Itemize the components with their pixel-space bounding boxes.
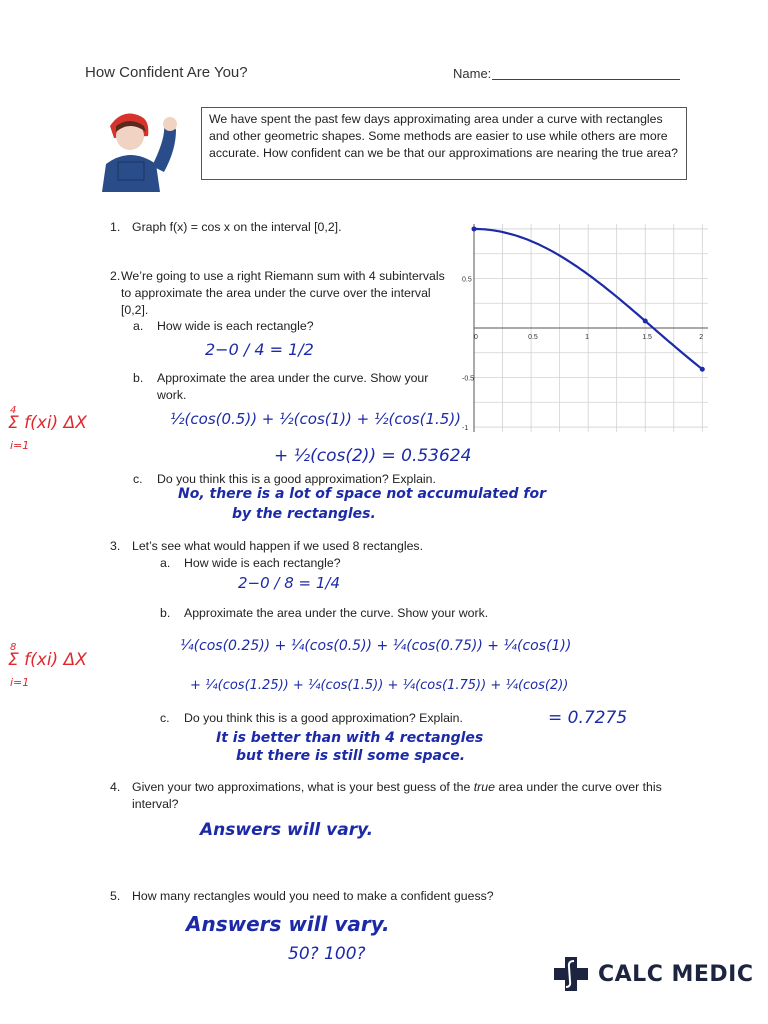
q3b-result: = 0.7275 (548, 708, 628, 728)
q3b-work-line2: + ¼(cos(1.25)) + ¼(cos(1.5)) + ¼(cos(1.75)) + ¼(cos(2)) (190, 678, 569, 693)
calc-medic-logo: CALC MEDIC (552, 955, 754, 993)
question-2c: c. Do you think this is a good approximation? Explain. (133, 472, 436, 486)
y-tick-label: 0.5 (462, 276, 472, 284)
q3-sigma-notation: 8 Σ f(xi) ΔX i=1 (8, 642, 87, 689)
q5-answer: Answers will vary. (186, 912, 390, 936)
question-3b: b. Approximate the area under the curve. Show your work. (160, 606, 489, 620)
question-3: 3. Let’s see what would happen if we used 8 rectangles. (110, 539, 423, 553)
x-tick-label: 1.5 (642, 334, 652, 341)
q2b-work-line2: + ½(cos(2)) = 0.53624 (274, 446, 472, 466)
q3a-answer: 2−0 / 8 = 1/4 (238, 574, 341, 592)
question-2: 2. We’re going to use a right Riemann sum with 4 subintervals to approximate the area under the curve over the interval [0,2]. (110, 269, 445, 317)
q2a-answer: 2−0 / 4 = 1/2 (205, 340, 314, 359)
q2b-work-line1: ½(cos(0.5)) + ½(cos(1)) + ½(cos(1.5)) (170, 410, 462, 428)
question-4: 4. Given your two approximations, what is your best guess of the true area under the curve over this interval? (110, 780, 662, 811)
cosine-graph (462, 220, 712, 435)
question-3a: a. How wide is each rectangle? (160, 556, 341, 570)
question-1: 1. Graph f(x) = cos x on the interval [0,2]. (110, 220, 342, 234)
q3c-answer-line2: but there is still some space. (236, 748, 466, 764)
graph-axes (474, 224, 708, 432)
q4-answer: Answers will vary. (200, 820, 374, 840)
x-tick-label: 1 (585, 334, 590, 341)
x-tick-label: 2 (699, 334, 704, 341)
question-5: 5. How many rectangles would you need to make a confident guess? (110, 889, 494, 903)
x-tick-label: 0.5 (528, 334, 538, 341)
q2c-answer-line2: by the rectangles. (232, 506, 376, 522)
x-tick-label: 0 (474, 334, 478, 341)
page-title: How Confident Are You? (85, 64, 248, 81)
name-label: Name: (453, 66, 492, 81)
question-2b: b. Approximate the area under the curve. Show your work. (133, 371, 429, 402)
intro-box: We have spent the past few days approximating area under a curve with rectangles and other geometric shapes. Some methods are easier to use while others are more accurate. How confident can we be that our approximations are nearing the true area? (201, 107, 687, 180)
q5-answer-2: 50? 100? (288, 944, 366, 964)
q2c-answer-line1: No, there is a lot of space not accumulated for (178, 486, 546, 502)
graph-point (643, 318, 648, 323)
q3b-work-line1: ¼(cos(0.25)) + ¼(cos(0.5)) + ¼(cos(0.75)) + ¼(cos(1)) (180, 638, 572, 654)
name-field[interactable] (492, 79, 680, 80)
graph-point (472, 226, 477, 231)
medical-cross-icon (552, 955, 590, 993)
q3c-answer-line1: It is better than with 4 rectangles (216, 730, 484, 746)
graph-tick-labels (462, 276, 703, 432)
rosie-illustration (100, 106, 182, 192)
q2-sigma-notation: 4 Σ f(xi) ΔX i=1 (8, 405, 87, 452)
y-tick-label: -1 (462, 425, 469, 433)
y-tick-label: -0.5 (462, 375, 475, 383)
question-2a: a. How wide is each rectangle? (133, 319, 314, 333)
question-3c: c. Do you think this is a good approximation? Explain. (160, 711, 463, 725)
graph-point (700, 367, 705, 372)
